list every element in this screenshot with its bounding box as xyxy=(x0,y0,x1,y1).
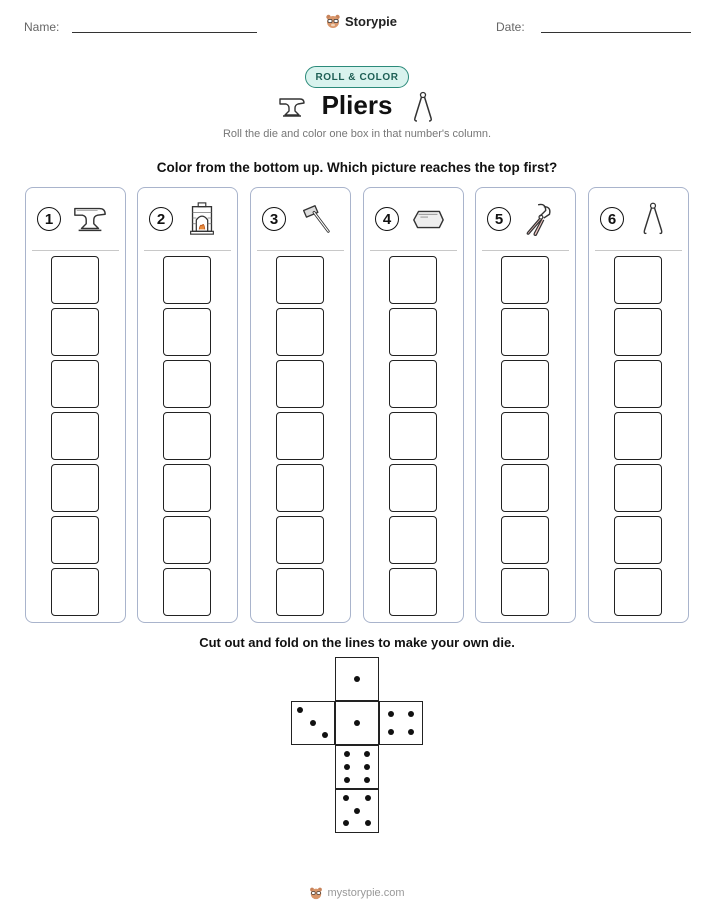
die-face-3 xyxy=(291,701,335,745)
color-box[interactable] xyxy=(163,568,211,616)
name-line[interactable] xyxy=(72,32,257,33)
column-6 xyxy=(588,187,689,623)
column-divider xyxy=(482,250,569,251)
color-box[interactable] xyxy=(163,360,211,408)
color-box[interactable] xyxy=(51,516,99,564)
hammer-icon xyxy=(295,201,335,237)
die-number-badge: 6 xyxy=(600,207,624,231)
color-box[interactable] xyxy=(163,308,211,356)
color-box[interactable] xyxy=(163,516,211,564)
color-box[interactable] xyxy=(163,464,211,512)
bear-icon xyxy=(325,13,341,29)
color-box[interactable] xyxy=(389,568,437,616)
brand-logo xyxy=(325,13,397,29)
bear-icon xyxy=(309,886,323,900)
tongs-icon xyxy=(412,90,434,124)
die-pip xyxy=(344,751,350,757)
name-label: Name: xyxy=(24,20,60,34)
color-box[interactable] xyxy=(614,256,662,304)
die-pip xyxy=(408,729,414,735)
die-pip xyxy=(364,751,370,757)
die-pip xyxy=(365,820,371,826)
forge-furnace-icon xyxy=(182,201,222,237)
color-box[interactable] xyxy=(276,516,324,564)
color-box[interactable] xyxy=(51,308,99,356)
die-number-badge: 4 xyxy=(375,207,399,231)
color-box[interactable] xyxy=(614,412,662,460)
color-box[interactable] xyxy=(51,464,99,512)
color-box[interactable] xyxy=(276,256,324,304)
date-line[interactable] xyxy=(541,32,691,33)
anvil-icon xyxy=(70,201,110,237)
die-pip xyxy=(364,777,370,783)
color-box[interactable] xyxy=(614,516,662,564)
column-header xyxy=(476,188,575,250)
column-header xyxy=(251,188,350,250)
color-box[interactable] xyxy=(389,412,437,460)
column-header xyxy=(589,188,688,250)
color-box[interactable] xyxy=(51,412,99,460)
die-pip xyxy=(344,764,350,770)
die-face-1 xyxy=(335,657,379,701)
color-box[interactable] xyxy=(501,308,549,356)
color-box[interactable] xyxy=(389,516,437,564)
column-header xyxy=(26,188,125,250)
color-box[interactable] xyxy=(614,568,662,616)
die-pip xyxy=(354,720,360,726)
color-box[interactable] xyxy=(501,412,549,460)
die-pip xyxy=(297,707,303,713)
die-section-title: Cut out and fold on the lines to make your own die. xyxy=(199,635,515,650)
die-pip xyxy=(310,720,316,726)
color-box[interactable] xyxy=(276,308,324,356)
color-box[interactable] xyxy=(276,360,324,408)
color-box[interactable] xyxy=(276,568,324,616)
column-divider xyxy=(370,250,457,251)
color-box[interactable] xyxy=(389,308,437,356)
color-box[interactable] xyxy=(501,516,549,564)
color-box[interactable] xyxy=(501,360,549,408)
color-box[interactable] xyxy=(389,464,437,512)
die-pip xyxy=(343,795,349,801)
column-5 xyxy=(475,187,576,623)
brand-name: Storypie xyxy=(345,13,398,29)
die-pip xyxy=(388,729,394,735)
color-box[interactable] xyxy=(51,568,99,616)
date-label: Date: xyxy=(496,20,525,34)
color-box[interactable] xyxy=(501,568,549,616)
column-divider xyxy=(144,250,231,251)
die-pip xyxy=(344,777,350,783)
color-box[interactable] xyxy=(501,256,549,304)
die-number-badge: 5 xyxy=(487,207,511,231)
instruction-text: Color from the bottom up. Which picture reaches the top first? xyxy=(156,160,558,175)
die-number-badge: 3 xyxy=(262,207,286,231)
die-pip xyxy=(365,795,371,801)
color-box[interactable] xyxy=(614,308,662,356)
column-divider xyxy=(595,250,682,251)
color-box[interactable] xyxy=(389,256,437,304)
die-pip xyxy=(354,676,360,682)
tongs-icon xyxy=(633,201,673,237)
color-box[interactable] xyxy=(276,464,324,512)
wire-cutter-pliers-icon xyxy=(520,201,560,237)
metal-ingot-icon xyxy=(408,201,448,237)
color-box[interactable] xyxy=(51,256,99,304)
die-pip xyxy=(364,764,370,770)
die-pip xyxy=(343,820,349,826)
column-divider xyxy=(32,250,119,251)
color-box[interactable] xyxy=(163,256,211,304)
color-box[interactable] xyxy=(51,360,99,408)
footer-url: mystorypie.com xyxy=(327,887,405,899)
column-3 xyxy=(250,187,351,623)
footer xyxy=(0,886,714,900)
die-face-5 xyxy=(335,789,379,833)
column-header xyxy=(364,188,463,250)
color-box[interactable] xyxy=(389,360,437,408)
die-pip xyxy=(322,732,328,738)
die-face-6 xyxy=(335,745,379,789)
column-4 xyxy=(363,187,464,623)
column-header xyxy=(138,188,237,250)
color-box[interactable] xyxy=(276,412,324,460)
column-1 xyxy=(25,187,126,623)
color-box[interactable] xyxy=(163,412,211,460)
color-box[interactable] xyxy=(501,464,549,512)
column-divider xyxy=(257,250,344,251)
color-box[interactable] xyxy=(614,360,662,408)
page-title: Pliers xyxy=(321,90,393,120)
die-face-4 xyxy=(379,701,423,745)
column-2 xyxy=(137,187,238,623)
activity-badge: ROLL & COLOR xyxy=(305,66,409,88)
die-face-1 xyxy=(335,701,379,745)
die-number-badge: 1 xyxy=(37,207,61,231)
die-pip xyxy=(354,808,360,814)
page-subtitle: Roll the die and color one box in that number's column. xyxy=(222,128,492,140)
die-number-badge: 2 xyxy=(149,207,173,231)
color-box[interactable] xyxy=(614,464,662,512)
die-pip xyxy=(388,711,394,717)
die-pip xyxy=(408,711,414,717)
